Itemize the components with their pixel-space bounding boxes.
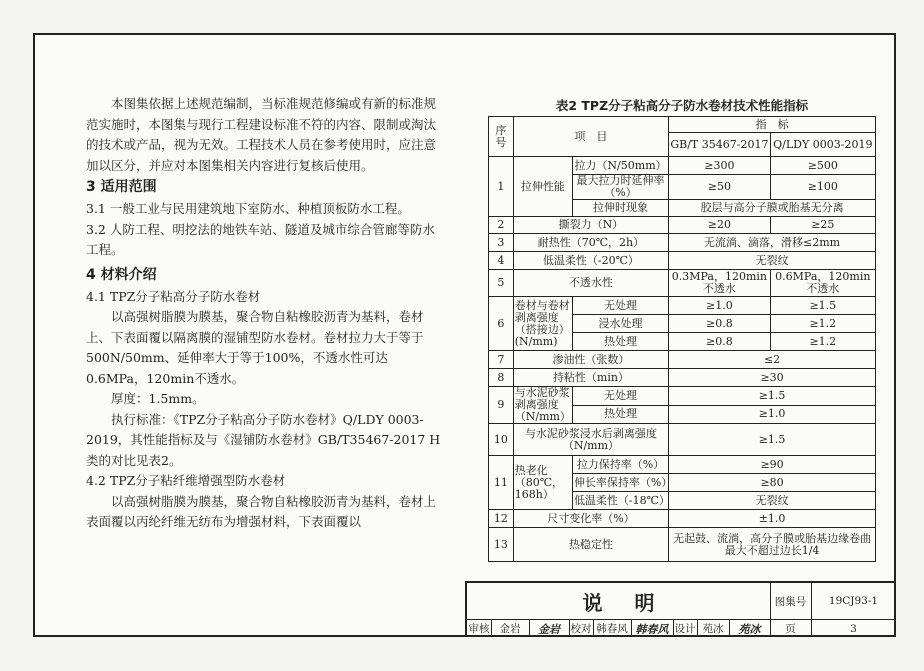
- row-2-label: 撕裂力（N）: [513, 217, 668, 234]
- row-7-no: 7: [489, 351, 514, 369]
- row-1c-value: 胶层与高分子膜或胎基无分离: [669, 200, 876, 217]
- page-label: 页: [785, 623, 796, 635]
- row-12-value: ±1.0: [669, 510, 876, 528]
- row-6b-label: 浸水处理: [572, 315, 668, 333]
- row-2-v1: ≥20: [669, 217, 770, 234]
- row-7-value: ≤2: [669, 351, 876, 369]
- row-4-no: 4: [489, 252, 514, 270]
- check-label: 校对: [570, 623, 592, 635]
- row-11-group: 热老化（80℃，168h）: [513, 456, 572, 510]
- atlas-label: 图集号: [774, 595, 807, 608]
- row-5-no: 5: [489, 270, 514, 297]
- row-6a-v1: ≥1.0: [669, 297, 770, 315]
- header-index: 指 标: [669, 117, 876, 133]
- row-11b-value: ≥80: [669, 474, 876, 492]
- page-number: 3: [850, 622, 857, 635]
- section-4-2-title: 4.2 TPZ分子粘纤维增强型防水卷材: [86, 473, 286, 488]
- row-5-v1: 0.3MPa，120min不透水: [669, 270, 770, 297]
- drawing-title: 说明: [582, 590, 687, 615]
- row-1b-v2: ≥100: [770, 175, 875, 200]
- row-11a-value: ≥90: [669, 456, 876, 474]
- atlas-number: 19CJ93-1: [828, 595, 879, 607]
- row-2-v2: ≥25: [770, 217, 875, 234]
- row-6a-label: 无处理: [572, 297, 668, 315]
- row-4-label: 低温柔性（-20℃）: [513, 252, 668, 270]
- row-3-value: 无流淌、滴落，滑移≤2mm: [669, 234, 876, 252]
- row-9b-value: ≥1.0: [669, 405, 876, 424]
- row-3-label: 耐热性（70℃，2h）: [513, 234, 668, 252]
- row-12-no: 12: [489, 510, 514, 528]
- row-11c-label: 低温柔性（-18℃）: [572, 492, 668, 510]
- section-3-2: 3.2 人防工程、明挖法的地铁车站、隧道及城市综合管廊等防水工程。: [86, 221, 435, 257]
- section-4-2-body: 以高强树脂膜为膜基，聚合物自粘橡胶沥青为基料，卷材上表面覆以丙纶纤维无纺布为增强材料，下表面覆以: [86, 493, 437, 529]
- row-6-no: 6: [489, 297, 514, 351]
- section-3-heading: 3 适用范围: [86, 179, 157, 195]
- section-4-1-title: 4.1 TPZ分子粘高分子防水卷材: [86, 288, 261, 304]
- row-9-group: 与水泥砂浆剥离强度（N/mm）: [514, 386, 571, 423]
- row-8-value: ≥30: [669, 369, 876, 387]
- row-1a-v2: ≥500: [770, 157, 875, 175]
- row-1c-label: 拉伸时现象: [572, 200, 668, 217]
- row-2-no: 2: [489, 217, 514, 234]
- row-1b-label: 最大拉力时延伸率（%）: [572, 175, 668, 200]
- row-9a-label: 无处理: [572, 387, 668, 406]
- design-name: 苑冰: [702, 623, 724, 635]
- header-std-qldy: Q/LDY 0003-2019: [770, 133, 875, 157]
- row-11a-label: 拉力保持率（%）: [572, 456, 668, 474]
- section-4-1-standard: 执行标准：《TPZ分子粘高分子防水卷材》Q/LDY 0003-2019，其性能指标及与《湿铺防水卷材》GB/T35467-2017 H类的对比见表2。: [86, 411, 441, 468]
- row-6b-v2: ≥1.2: [770, 315, 875, 333]
- row-1-group: 拉伸性能: [513, 157, 572, 217]
- review-signature: 金岩: [538, 622, 560, 636]
- row-9-no: 9: [489, 387, 514, 424]
- row-13-label: 热稳定性: [513, 528, 668, 562]
- row-7-label: 渗油性（张数）: [513, 351, 668, 369]
- header-item: 项 目: [513, 117, 668, 157]
- row-3-no: 3: [489, 234, 514, 252]
- row-6a-v2: ≥1.5: [770, 297, 875, 315]
- spec-table: [488, 116, 876, 562]
- row-1a-label: 拉力（N/50mm）: [572, 157, 668, 175]
- title-block: [465, 581, 896, 637]
- row-10-no: 10: [489, 424, 514, 456]
- row-10-value: ≥1.5: [669, 424, 876, 456]
- left-text-column: [86, 94, 446, 533]
- header-no: 序号: [489, 117, 514, 157]
- header-std-gb: GB/T 35467-2017: [669, 133, 770, 157]
- row-10-label: 与水泥砂浆浸水后剥离强度（N/mm）: [513, 424, 668, 456]
- row-13-no: 13: [489, 528, 514, 562]
- row-11c-value: 无裂纹: [669, 492, 876, 510]
- row-4-value: 无裂纹: [669, 252, 876, 270]
- review-label: 审核: [468, 623, 490, 635]
- design-label: 设计: [674, 623, 696, 635]
- row-8-no: 8: [489, 369, 514, 387]
- row-9a-value: ≥1.5: [669, 387, 876, 406]
- row-13-value: 无起鼓、流淌，高分子膜或胎基边缘卷曲最大不超过边长1/4: [669, 528, 876, 562]
- row-6c-v2: ≥1.2: [770, 333, 875, 351]
- intro-paragraph: 本图集依据上述规范编制，当标准规范修编或有新的标准规范实施时，本图集与现行工程建设标准不符的内容、限制或淘汰的技术或产品，视为无效。工程技术人员在参考使用时，应注意加以区分，并应对本图集相关内容进行复核后使用。: [86, 96, 437, 173]
- row-11b-label: 伸长率保持率（%）: [572, 474, 668, 492]
- section-4-heading: 4 材料介绍: [86, 266, 157, 283]
- row-1a-v1: ≥300: [669, 157, 770, 175]
- check-signature: 韩春风: [635, 622, 669, 636]
- row-6c-v1: ≥0.8: [669, 333, 770, 351]
- row-8-label: 持粘性（min）: [513, 369, 668, 387]
- row-5-label: 不透水性: [513, 270, 668, 297]
- row-6c-label: 热处理: [572, 333, 668, 351]
- section-4-1-thickness: 厚度：1.5mm。: [111, 391, 205, 406]
- section-4-1-body: 以高强树脂膜为膜基，聚合物自粘橡胶沥青为基料，卷材上、下表面覆以隔离膜的湿铺型防水卷材。卷材拉力大于等于500N/50mm、延伸率大于等于100%，不透水性可达0.6MPa，120min不透水。: [86, 309, 424, 386]
- row-5-v2: 0.6MPa，120min不透水: [770, 270, 875, 297]
- row-11-no: 11: [489, 456, 514, 510]
- review-name: 金岩: [499, 623, 521, 635]
- section-3-1: 3.1 一般工业与民用建筑地下室防水、种植顶板防水工程。: [86, 201, 410, 216]
- design-signature: 苑冰: [738, 622, 761, 636]
- row-9b-label: 热处理: [572, 405, 668, 424]
- row-1b-v1: ≥50: [669, 175, 770, 200]
- row-1-no: 1: [489, 157, 514, 217]
- table-caption: 表2 TPZ分子粘高分子防水卷材技术性能指标: [555, 98, 809, 113]
- row-6-group: 卷材与卷材剥离强度（搭接边）(N/mm): [513, 297, 572, 351]
- row-12-label: 尺寸变化率（%）: [513, 510, 668, 528]
- check-name: 韩春风: [596, 623, 628, 635]
- row-6b-v1: ≥0.8: [669, 315, 770, 333]
